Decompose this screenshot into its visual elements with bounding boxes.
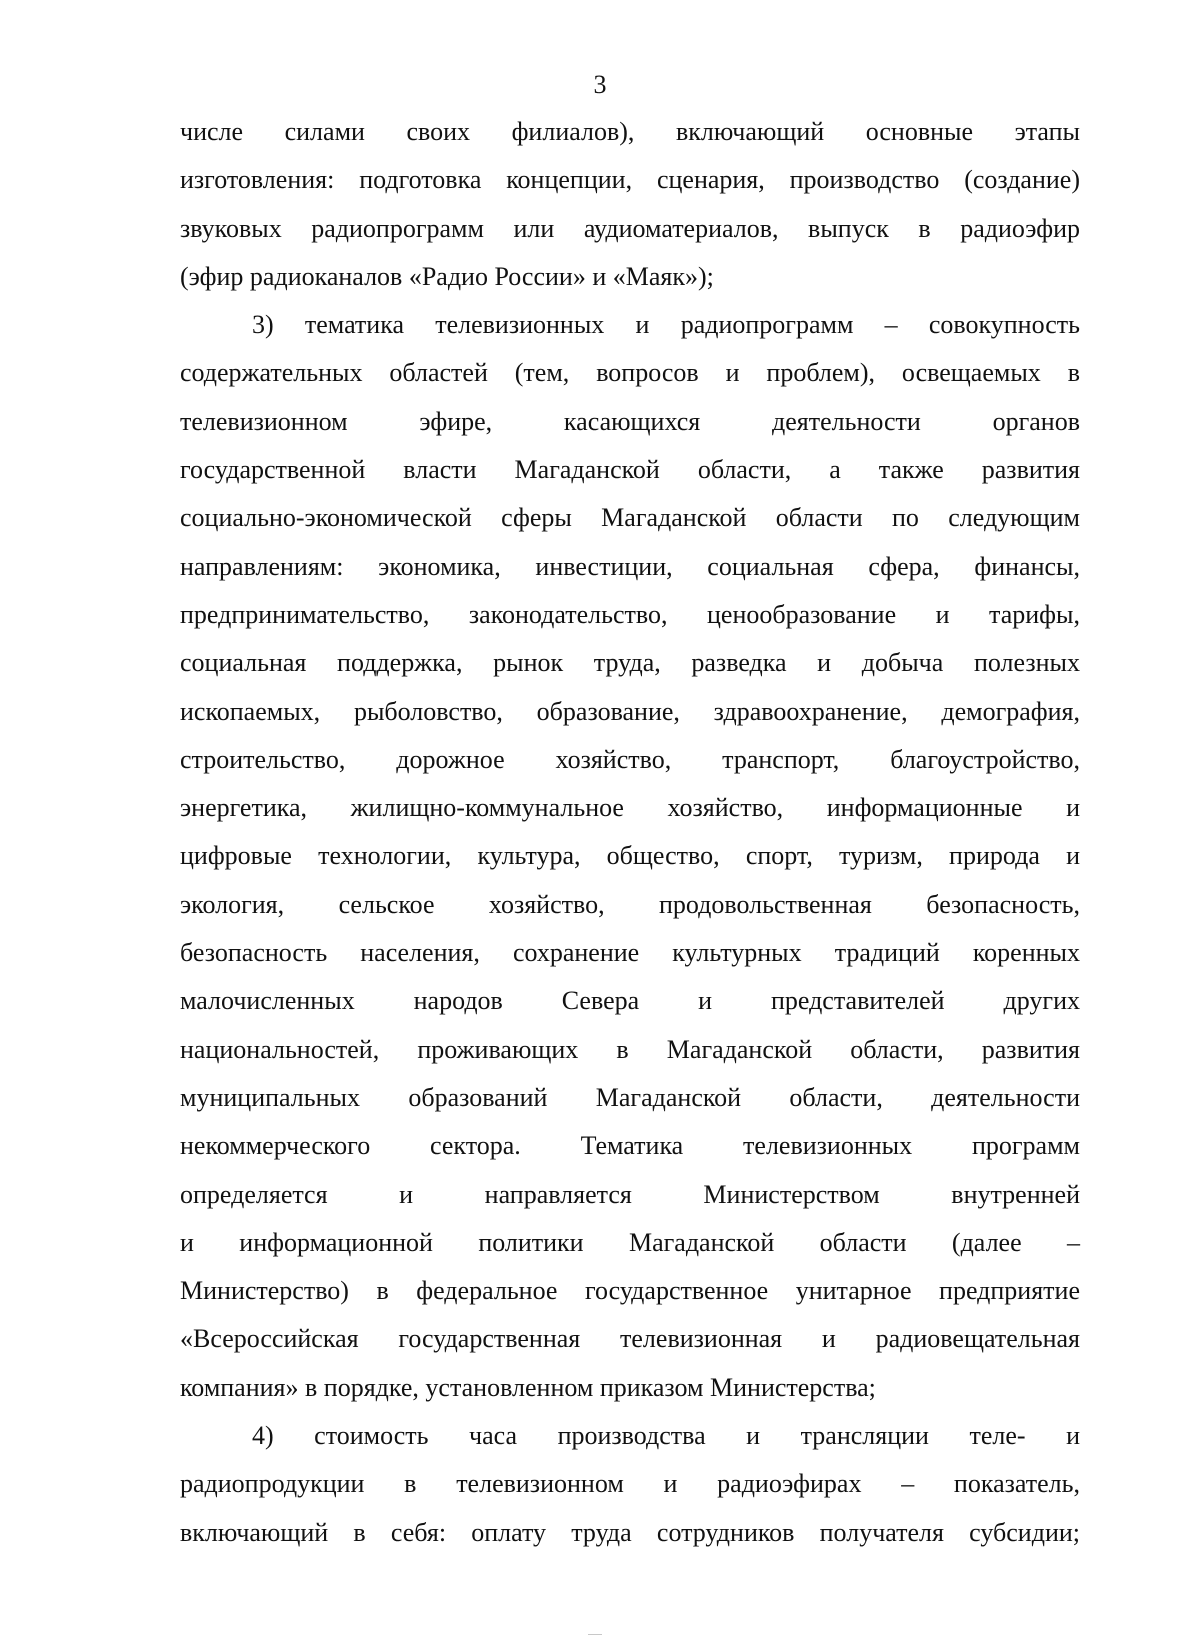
text-line: содержательных областей (тем, вопросов и проблем), освещаемых в bbox=[180, 358, 1080, 388]
text-line: энергетика, жилищно-коммунальное хозяйство, информационные и bbox=[180, 793, 1080, 823]
text-line: некоммерческого сектора. Тематика телевизионных программ bbox=[180, 1131, 1080, 1161]
text-line: строительство, дорожное хозяйство, транспорт, благоустройство, bbox=[180, 744, 1080, 774]
scan-artifact bbox=[588, 1634, 602, 1635]
text-line: ископаемых, рыболовство, образование, здравоохранение, демография, bbox=[180, 696, 1080, 726]
text-line: социальная поддержка, рынок труда, разведка и добыча полезных bbox=[180, 648, 1080, 678]
text-line: цифровые технологии, культура, общество, спорт, туризм, природа и bbox=[180, 841, 1080, 871]
text-line: (эфир радиоканалов «Радио России» и «Маяк»); bbox=[180, 261, 714, 291]
text-line: безопасность населения, сохранение культурных традиций коренных bbox=[180, 938, 1080, 968]
text-line: радиопродукции в телевизионном и радиоэфирах – показатель, bbox=[180, 1469, 1080, 1499]
document-body bbox=[180, 108, 1080, 1557]
text-line: звуковых радиопрограмм или аудиоматериалов, выпуск в радиоэфир bbox=[180, 213, 1080, 243]
text-line: муниципальных образований Магаданской области, деятельности bbox=[180, 1082, 1080, 1112]
text-line: социально-экономической сферы Магаданской области по следующим bbox=[180, 503, 1080, 533]
text-line: экология, сельское хозяйство, продовольственная безопасность, bbox=[180, 889, 1080, 919]
text-line: предпринимательство, законодательство, ценообразование и тарифы, bbox=[180, 599, 1080, 629]
text-line: компания» в порядке, установленном приказом Министерства; bbox=[180, 1372, 876, 1402]
text-line: малочисленных народов Севера и представителей других bbox=[180, 986, 1080, 1016]
text-line: 4) стоимость часа производства и трансляции теле- и bbox=[252, 1421, 1080, 1451]
text-line: включающий в себя: оплату труда сотрудников получателя субсидии; bbox=[180, 1517, 1080, 1547]
text-line: государственной власти Магаданской области, а также развития bbox=[180, 455, 1080, 485]
text-line: Министерство) в федеральное государственное унитарное предприятие bbox=[180, 1276, 1080, 1306]
text-line: телевизионном эфире, касающихся деятельности органов bbox=[180, 406, 1080, 436]
text-line: числе силами своих филиалов), включающий основные этапы bbox=[180, 117, 1080, 146]
text-line: определяется и направляется Министерством внутренней bbox=[180, 1179, 1080, 1209]
text-line: изготовления: подготовка концепции, сценария, производство (создание) bbox=[180, 165, 1080, 195]
text-line: «Всероссийская государственная телевизионная и радиовещательная bbox=[180, 1324, 1080, 1354]
text-line: 3) тематика телевизионных и радиопрограмм – совокупность bbox=[252, 310, 1080, 340]
page-number: 3 bbox=[593, 70, 607, 99]
text-line: и информационной политики Магаданской области (далее – bbox=[180, 1227, 1080, 1257]
text-line: направлениям: экономика, инвестиции, социальная сфера, финансы, bbox=[180, 551, 1080, 581]
text-line: национальностей, проживающих в Магаданской области, развития bbox=[180, 1034, 1080, 1064]
